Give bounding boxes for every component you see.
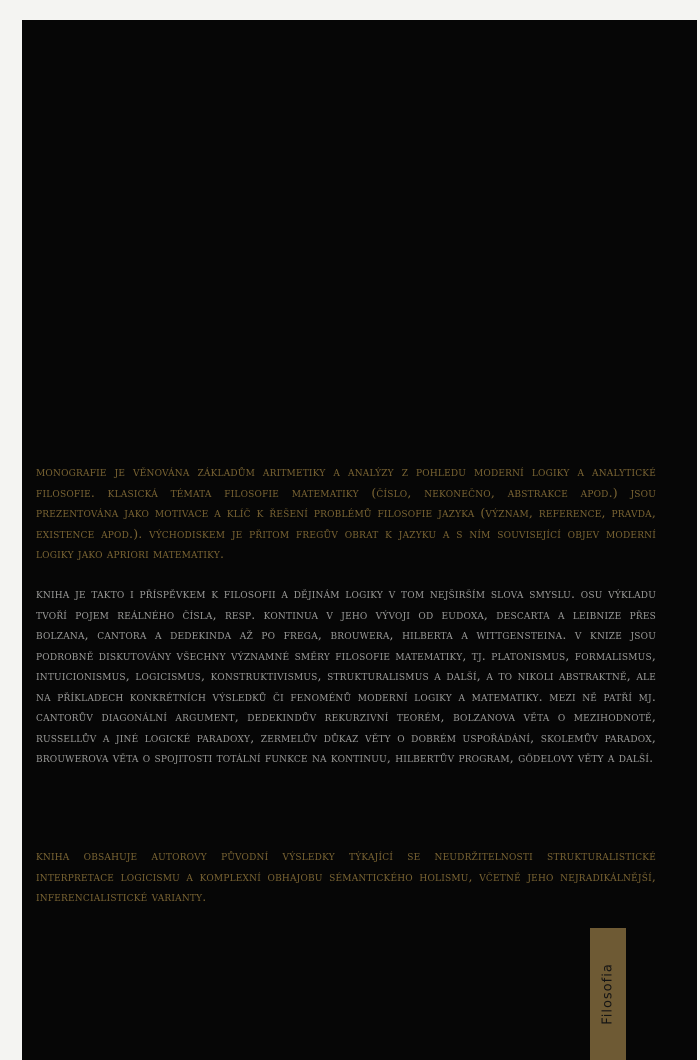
blurb-paragraph-results: kniha obsahuje autorovy původní výsledky týkající se neudržitelnosti strukturalistické interpretace logicismu a komplexní obhajobu sémantického holismu, včetně jeho nejradikálnější, inferencialistické varianty. xyxy=(36,848,656,904)
series-label-text: Filosofia xyxy=(600,963,616,1025)
series-label-tab xyxy=(590,928,626,1060)
blurb-paragraph-intro: monografie je věnována základům aritmetiky a analýzy z pohledu moderní logiky a analytické filosofie. klasická témata filosofie matematiky (číslo, nekonečno, abstrakce apod.) jsou prezentována jako motivace a klíč k řešení problémů filosofie jazyka (význam, reference, pravda, existence apod.). východiskem je přitom fregův obrat k jazyku a s ním související objev moderní logiky jako apriori matematiky. xyxy=(36,464,656,561)
blurb-paragraph-contents: kniha je takto i příspěvkem k filosofii a dějinám logiky v tom nejširším slova smyslu. osu výkladu tvoří pojem reálného čísla, resp. kontinua v jeho vývoji od eudoxa, descarta a leibnize přes bolzana, cantora a dedekinda až po frega, brouwera, hilberta a wittgensteina. v knize jsou podrobně diskutovány všechny významné směry filosofie matematiky, tj. platonismus, formalismus, intuicionismus, logicismus, konstruktivismus, strukturalismus a další, a to nikoli abstraktně, ale na příkladech konkrétních výsledků či fenoménů moderní logiky a matematiky. mezi ně patří mj. cantorův diagonální argument, dedekindův rekurzivní teorém, bolzanova věta o mezihodnotě, russellův a jiné logické paradoxy, zermelův důkaz věty o dobrém uspořádání, skolemův paradox, brouwerova věta o spojitosti totální funkce na kontinuu, hilbertův program, gödelovy věty a další. xyxy=(36,586,656,765)
